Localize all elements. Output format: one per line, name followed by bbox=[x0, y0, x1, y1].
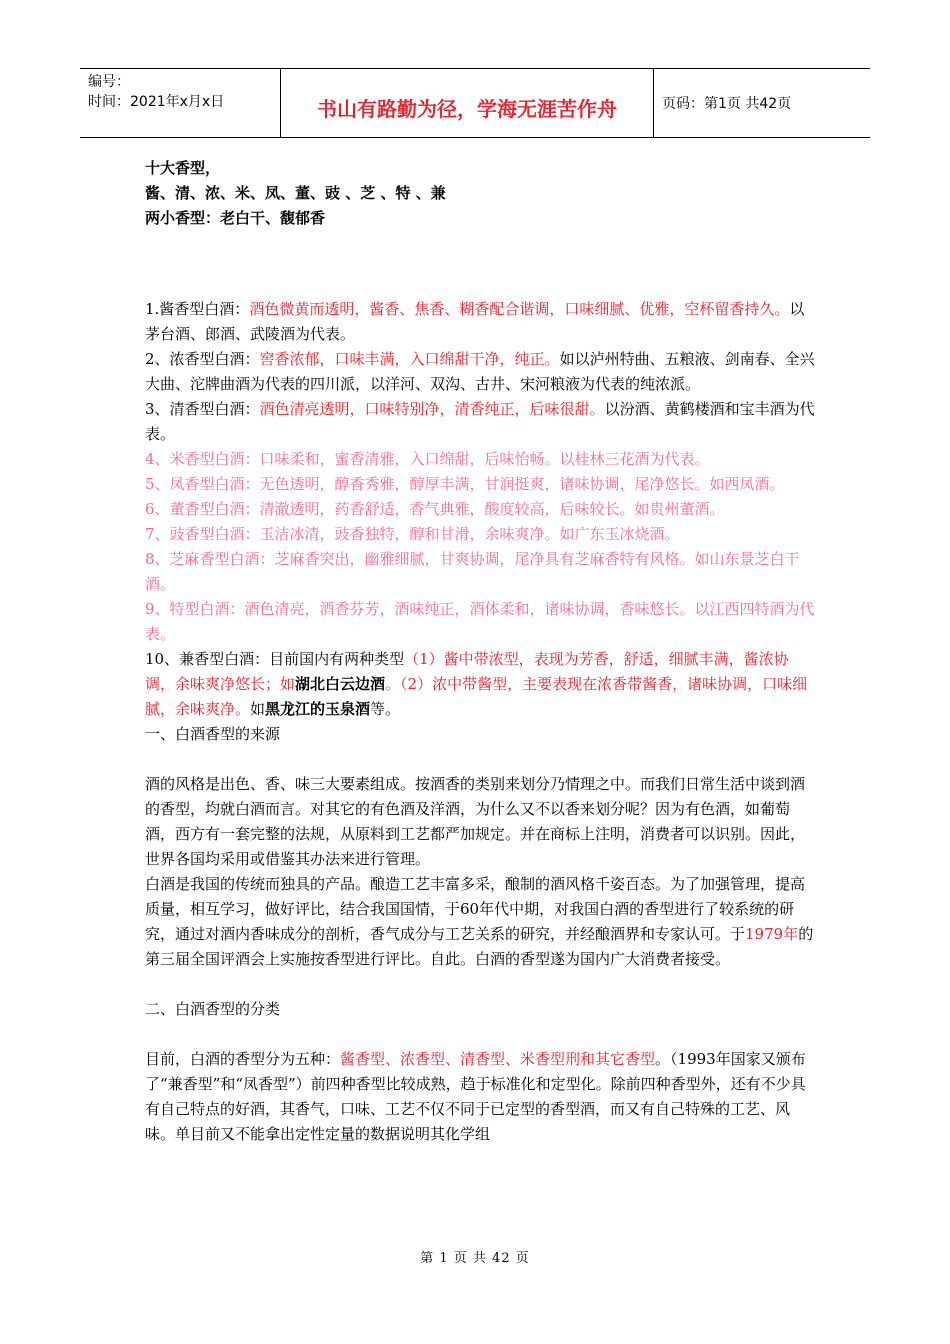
aroma-type-description: （1）酱中带浓型，表现为芳香，舒适，细腻丰满，酱浓协调，余味爽净悠长；如 bbox=[145, 650, 789, 693]
aroma-type-7: 7、豉香型白酒：玉洁冰清，豉香独特，醇和甘滑，余味爽净。如广东玉冰烧酒。 bbox=[145, 525, 680, 543]
spacer bbox=[145, 231, 815, 297]
aroma-type-4: 4、米香型白酒：口味柔和，蜜香清雅，入口绵甜，后味怡畅。以桂林三花酒为代表。 bbox=[145, 450, 710, 468]
paragraph-text: 目前，白酒的香型分为五种： bbox=[145, 1050, 341, 1068]
example-prefix: 如 bbox=[250, 700, 266, 718]
aroma-type-9: 9、特型白酒：酒色清亮，酒香芬芳，酒味纯正，酒体柔和，诸味协调，香味悠长。以江西四特酒为代表。 bbox=[145, 600, 815, 643]
header-page-cell bbox=[654, 69, 870, 137]
aroma-type-description: 酒色微黄而透明，酱香、焦香、糊香配合谐调，口味细腻、优雅，空杯留香持久。 bbox=[249, 300, 790, 318]
aroma-type-1 bbox=[145, 297, 815, 347]
document-number: 编号： bbox=[88, 74, 130, 90]
aroma-type-10 bbox=[145, 647, 815, 722]
aroma-type-2 bbox=[145, 347, 815, 397]
page-footer: 第 1 页 共 42 页 bbox=[420, 1251, 530, 1266]
aroma-type-label: 3、清香型白酒： bbox=[145, 400, 260, 418]
aroma-type-label: 10、兼香型白酒：目前国内有两种类型 bbox=[145, 650, 405, 668]
section-2-title: 二、白酒香型的分类 bbox=[145, 1000, 281, 1018]
aroma-type-examples: 以茅台酒、郎酒、武陵酒为代表。 bbox=[145, 300, 805, 343]
aroma-type-label: 1.酱香型白酒： bbox=[145, 300, 250, 318]
example-suffix: 等。 bbox=[370, 700, 401, 718]
document-header bbox=[80, 68, 870, 138]
section-1-paragraph-2 bbox=[145, 872, 815, 972]
header-motto: 书山有路勤为径，学海无涯苦作舟 bbox=[317, 97, 617, 121]
aroma-type-description: 酒色清亮透明，口味特别净，清香纯正，后味很甜。 bbox=[259, 400, 605, 418]
header-page-number: 页码：第1页 共42页 bbox=[662, 96, 792, 112]
spacer bbox=[145, 747, 815, 772]
document-date: 时间：2021年x月x日 bbox=[88, 94, 225, 110]
section-1-paragraph-1: 酒的风格是出色、香、味三大要素组成。按酒香的类别来划分乃情理之中。而我们日常生活中谈到酒的香型，均就白酒而言。对其它的有色酒及洋酒，为什么又不以香来划分呢？因为有色酒，如葡萄酒，西方有一套完整的法规，从原料到工艺都严加规定。并在商标上注明，消费者可以识别。因此，世界各国均采用或借鉴其办法来进行管理。 bbox=[145, 775, 806, 868]
highlight-types: 酱香型、浓香型、清香型、米香型刑和其它香型 bbox=[340, 1050, 656, 1068]
aroma-type-3 bbox=[145, 397, 815, 447]
highlight-year: 1979年 bbox=[745, 925, 799, 943]
aroma-type-examples: 如以泸州特曲、五粮液、剑南春、全兴大曲、沱牌曲酒为代表的四川派，以洋河、双沟、古井、宋河粮液为代表的纯浓派。 bbox=[145, 350, 815, 393]
section-2-paragraph bbox=[145, 1047, 815, 1147]
header-meta-cell bbox=[80, 69, 281, 137]
example-brand: 湖北白云边酒 bbox=[295, 675, 386, 693]
aroma-type-6: 6、董香型白酒：清澈透明，药香舒适，香气典雅，酸度较高，后味较长。如贵州董酒。 bbox=[145, 500, 725, 518]
example-brand: 黑龙江的玉泉酒 bbox=[265, 700, 371, 718]
section-1-title: 一、白酒香型的来源 bbox=[145, 725, 281, 743]
spacer bbox=[145, 1022, 815, 1047]
aroma-type-examples: 以汾酒、黄鹤楼酒和宝丰酒为代表。 bbox=[145, 400, 815, 443]
paragraph-text: 的第三届全国评酒会上实施按香型进行评比。自此。白酒的香型遂为国内广大消费者接受。 bbox=[145, 925, 814, 968]
aroma-type-label: 2、浓香型白酒： bbox=[145, 350, 260, 368]
aroma-type-8: 8、芝麻香型白酒：芝麻香突出，幽雅细腻，甘爽协调，尾净具有芝麻香特有风格。如山东景芝白干酒。 bbox=[145, 550, 800, 593]
intro-line-2: 酱、清、浓、米、凤、董、豉 、芝 、特 、兼 bbox=[145, 184, 446, 202]
aroma-type-5: 5、凤香型白酒：无色透明，醇香秀雅，醇厚丰满，甘润挺爽，诸味协调，尾净悠长。如西凤酒。 bbox=[145, 475, 785, 493]
aroma-type-description: 。（2）浓中带酱型，主要表现在浓香带酱香，诸味协调，口味细腻，余味爽净。 bbox=[145, 675, 808, 718]
document-body bbox=[145, 156, 815, 1147]
intro-line-3: 两小香型：老白干、馥郁香 bbox=[145, 209, 326, 227]
spacer bbox=[145, 972, 815, 997]
aroma-type-description: 窖香浓郁，口味丰满，入口绵甜干净，纯正。 bbox=[259, 350, 560, 368]
paragraph-text: 。（1993年国家又颁布了“兼香型”和“凤香型”）前四种香型比较成熟，趋于标准化和定型化。除前四种香型外，还有不少具有自己特点的好酒，其香气，口味、工艺不仅不同于已定型的香型酒，而又有自己特殊的工艺、风味。单目前又不能拿出定性定量的数据说明其化学组 bbox=[145, 1050, 806, 1143]
intro-line-1: 十大香型， bbox=[145, 159, 221, 177]
paragraph-text: 白酒是我国的传统而独具的产品。酿造工艺丰富多采，酿制的酒风格千姿百态。为了加强管理，提高质量，相互学习，做好评比，结合我国国情，于60年代中期，对我国白酒的香型进行了较系统的研究，通过对酒内香味成分的剖析，香气成分与工艺关系的研究，并经酿酒界和专家认可。于 bbox=[145, 875, 806, 943]
header-motto-cell bbox=[281, 69, 654, 137]
